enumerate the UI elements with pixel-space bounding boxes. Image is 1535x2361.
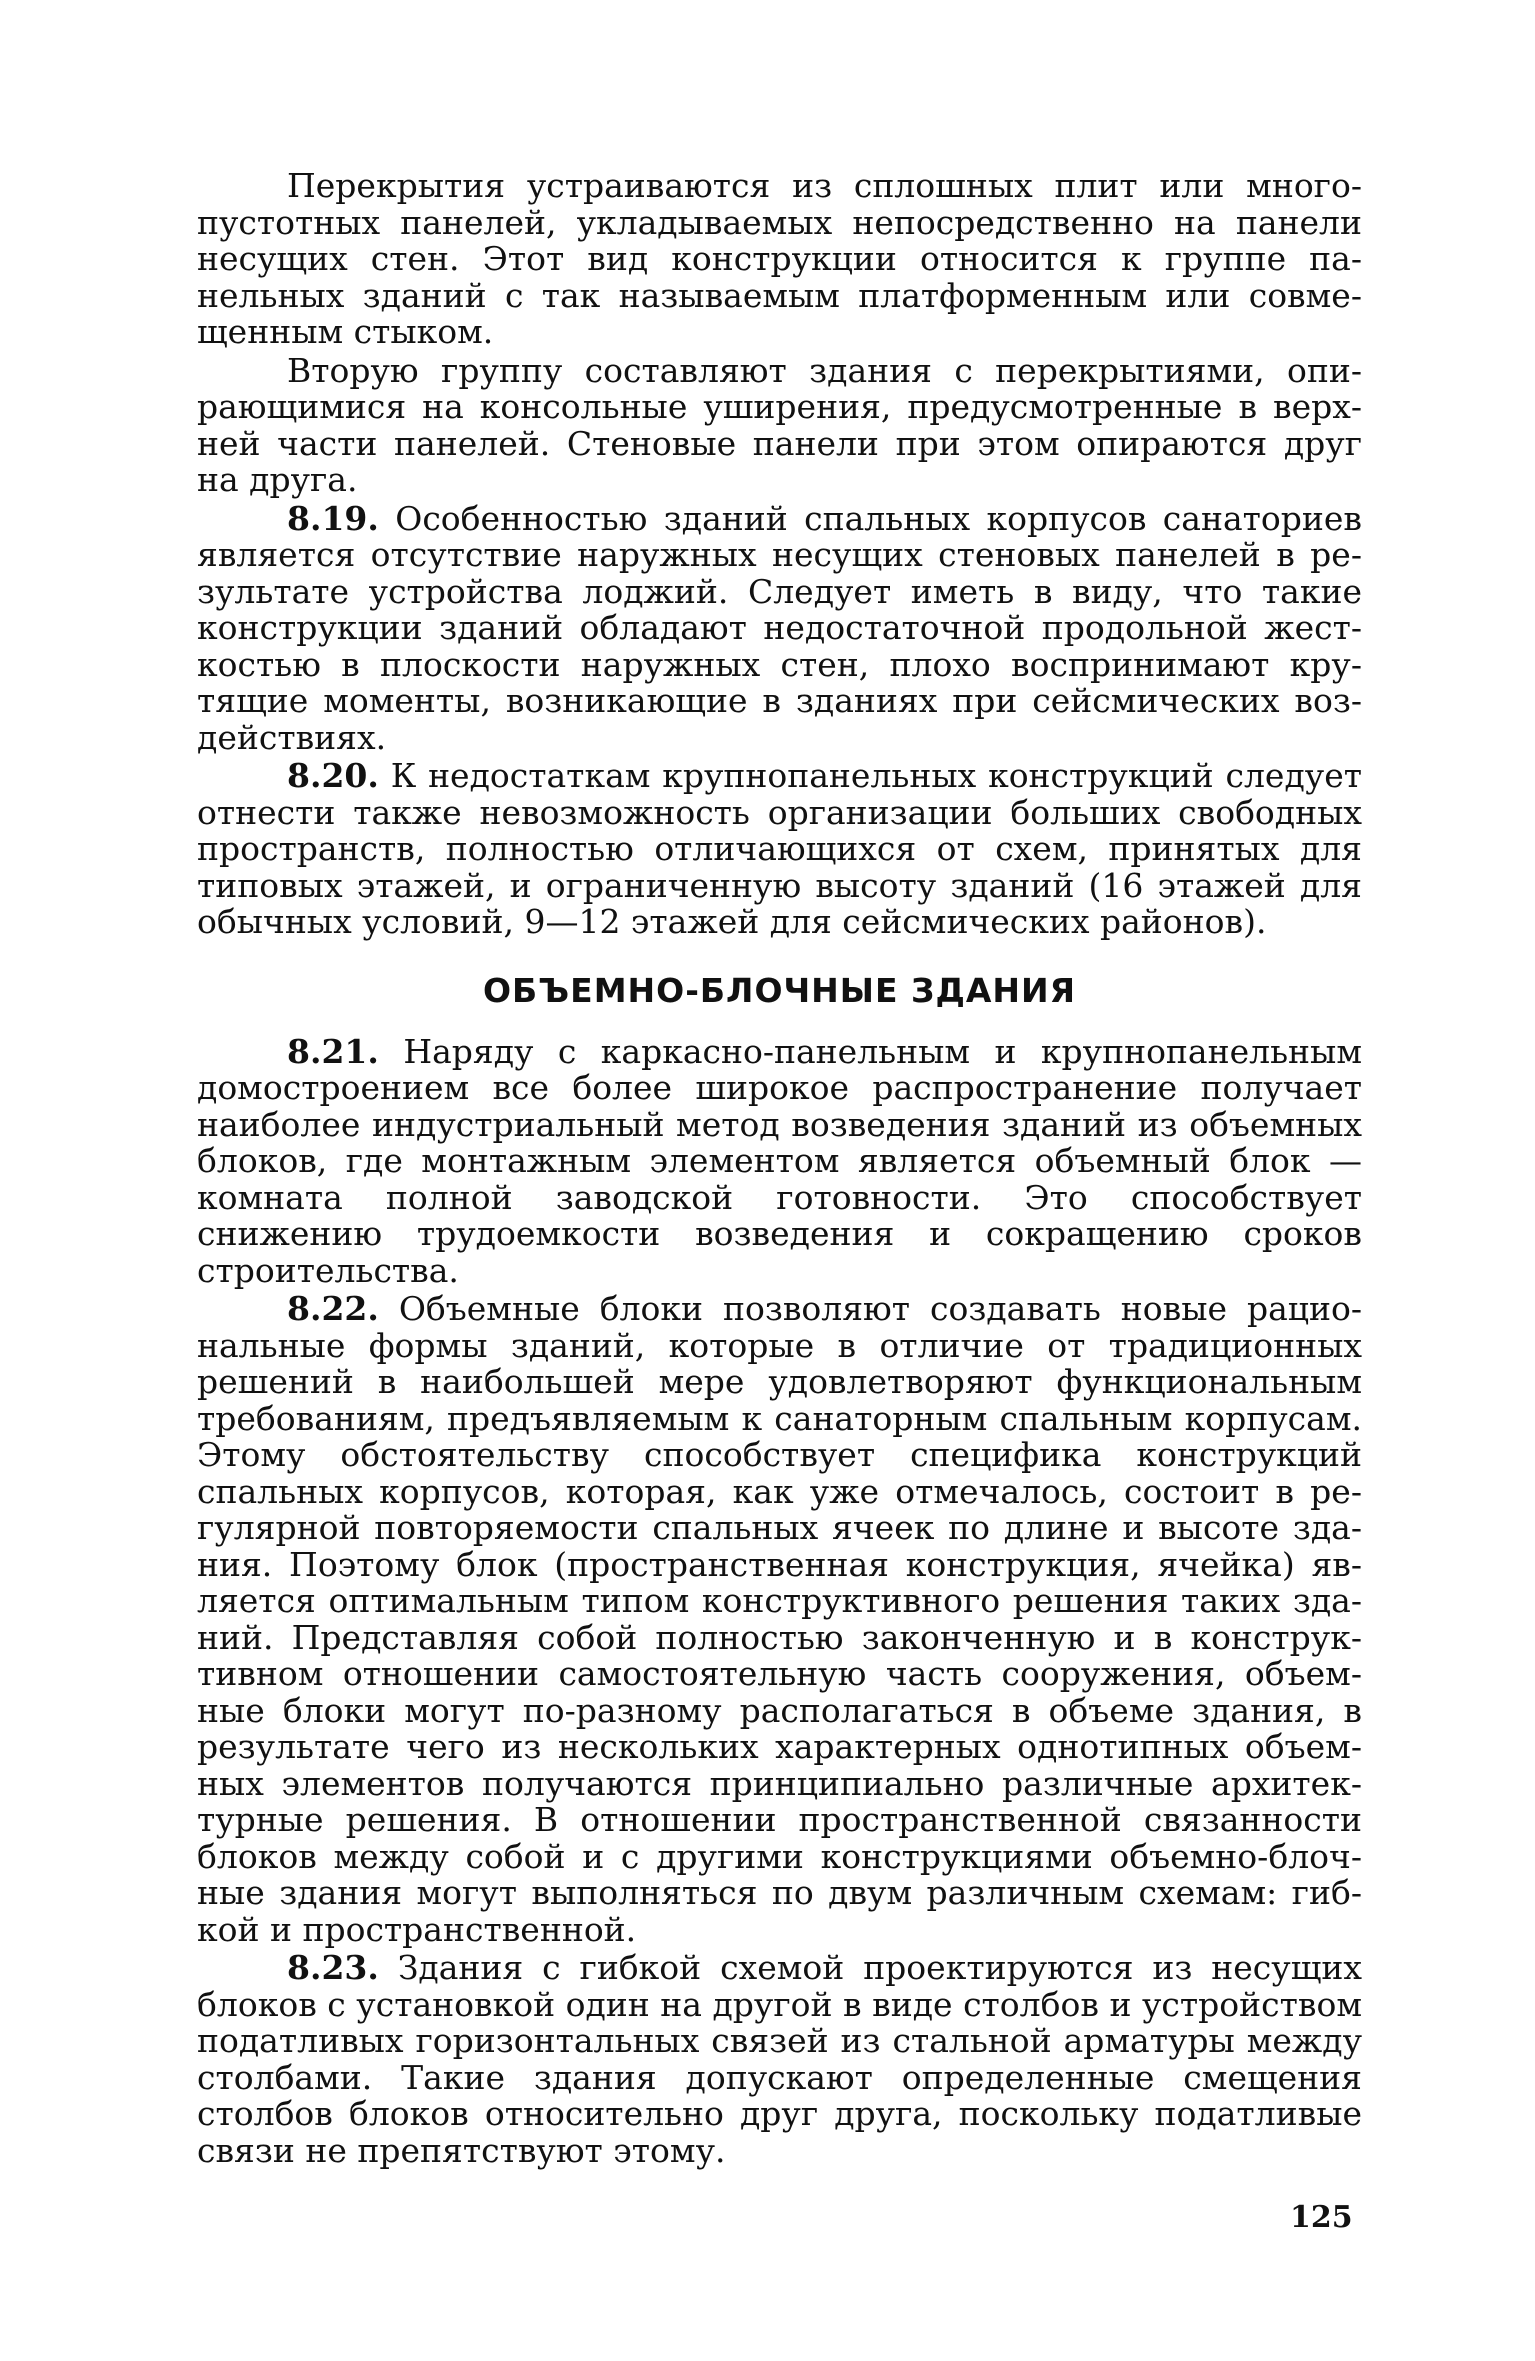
paragraph-number: 8.21. bbox=[287, 1031, 379, 1071]
paragraph bbox=[197, 350, 1362, 499]
paragraph bbox=[197, 1031, 1362, 1290]
paragraph bbox=[197, 1291, 1362, 1948]
paragraph bbox=[197, 758, 1362, 941]
paragraph-text: Особенностью зданий спальных корпусов санаториев является отсутствие наружных несущих стеновых панелей в результате устройства лоджий. Следует иметь в виду, что такие конструкции зданий обладают недостаточной продольной жесткостью в плоскости наружных стен, плохо воспринимают крутящие моменты, возникающие в зданиях при сейсмических воздействиях. bbox=[197, 498, 1362, 757]
paragraph bbox=[197, 168, 1362, 351]
paragraphs-top bbox=[197, 168, 1362, 941]
paragraph bbox=[197, 498, 1362, 757]
section-heading: ОБЪЕМНО-БЛОЧНЫЕ ЗДАНИЯ bbox=[482, 970, 1077, 1010]
paragraph-number: 8.22. bbox=[287, 1289, 379, 1328]
paragraph-text: Наряду с каркасно-панельным и крупнопанельным домостроением все более широкое распространение получает наиболее индустриальный метод возведения зданий из объемных блоков, где монтажным элементом является объемный блок —комната полной заводской готовности. Это способствует снижению трудоемкости возведения и сокращению сроков строительства. bbox=[197, 1031, 1362, 1290]
paragraph-text: Объемные блоки позволяют создавать новые рациональные формы зданий, которые в отличие от традиционных решений в наибольшей мере удовлетворяют функциональным требованиям, предъявляемым к санаторным спальным корпусам. Этому обстоятельству способствует специфика конструкций спальных корпусов, которая, как уже отмечалось, состоит в регулярной повторяемости спальных ячеек по длине и высоте здания. Поэтому блок (пространственная конструкция, ячейка) является оптимальным типом конструктивного решения таких зданий. Представляя собой полностью законченную и в конструктивном отношении самостоятельную часть сооружения, объемные блоки могут по-разному располагаться в объеме здания, в результате чего из нескольких характерных однотипных объемных элементов получаются принципиально различные архитектурные решения. В отношении пространственной связанности блоков между собой и с другими конструкциями объемно-блочные здания могут выполняться по двум различным схемам: гибкой и пространственной. bbox=[197, 1289, 1362, 1949]
page-body bbox=[197, 168, 1362, 2171]
paragraph-text: К недостаткам крупнопанельных конструкций следует отнести также невозможность организации больших свободных пространств, полностью отличающихся от схем, принятых для типовых этажей, и ограниченную высоту зданий (16 этажей для обычных условий, 9—12 этажей для сейсмических районов). bbox=[197, 756, 1362, 941]
page-number: 125 bbox=[1290, 2200, 1353, 2235]
paragraph bbox=[197, 1950, 1362, 2169]
paragraph-text: Здания с гибкой схемой проектируются из несущих блоков с установкой один на другой в виде столбов и устройством податливых горизонтальных связей из стальной арматуры между столбами. Такие здания допускают определенные смещения столбов блоков относительно друг друга, поскольку податливые связи не препятствуют этому. bbox=[197, 1948, 1362, 2170]
paragraph-number: 8.23. bbox=[287, 1948, 379, 1987]
paragraphs-bottom bbox=[197, 1031, 1362, 2170]
paragraph-number: 8.20. bbox=[287, 756, 379, 795]
paragraph-text: Вторую группу составляют здания с перекрытиями, опирающимися на консольные уширения, предусмотренные в верхней части панелей. Стеновые панели при этом опираются друг на друга. bbox=[197, 350, 1362, 499]
paragraph-number: 8.19. bbox=[287, 498, 379, 538]
paragraph-text: Перекрытия устраиваются из сплошных плит или многопустотных панелей, укладываемых непосредственно на панели несущих стен. Этот вид конструкции относится к группе панельных зданий с так называемым платформенным или совмещенным стыком. bbox=[197, 166, 1362, 351]
